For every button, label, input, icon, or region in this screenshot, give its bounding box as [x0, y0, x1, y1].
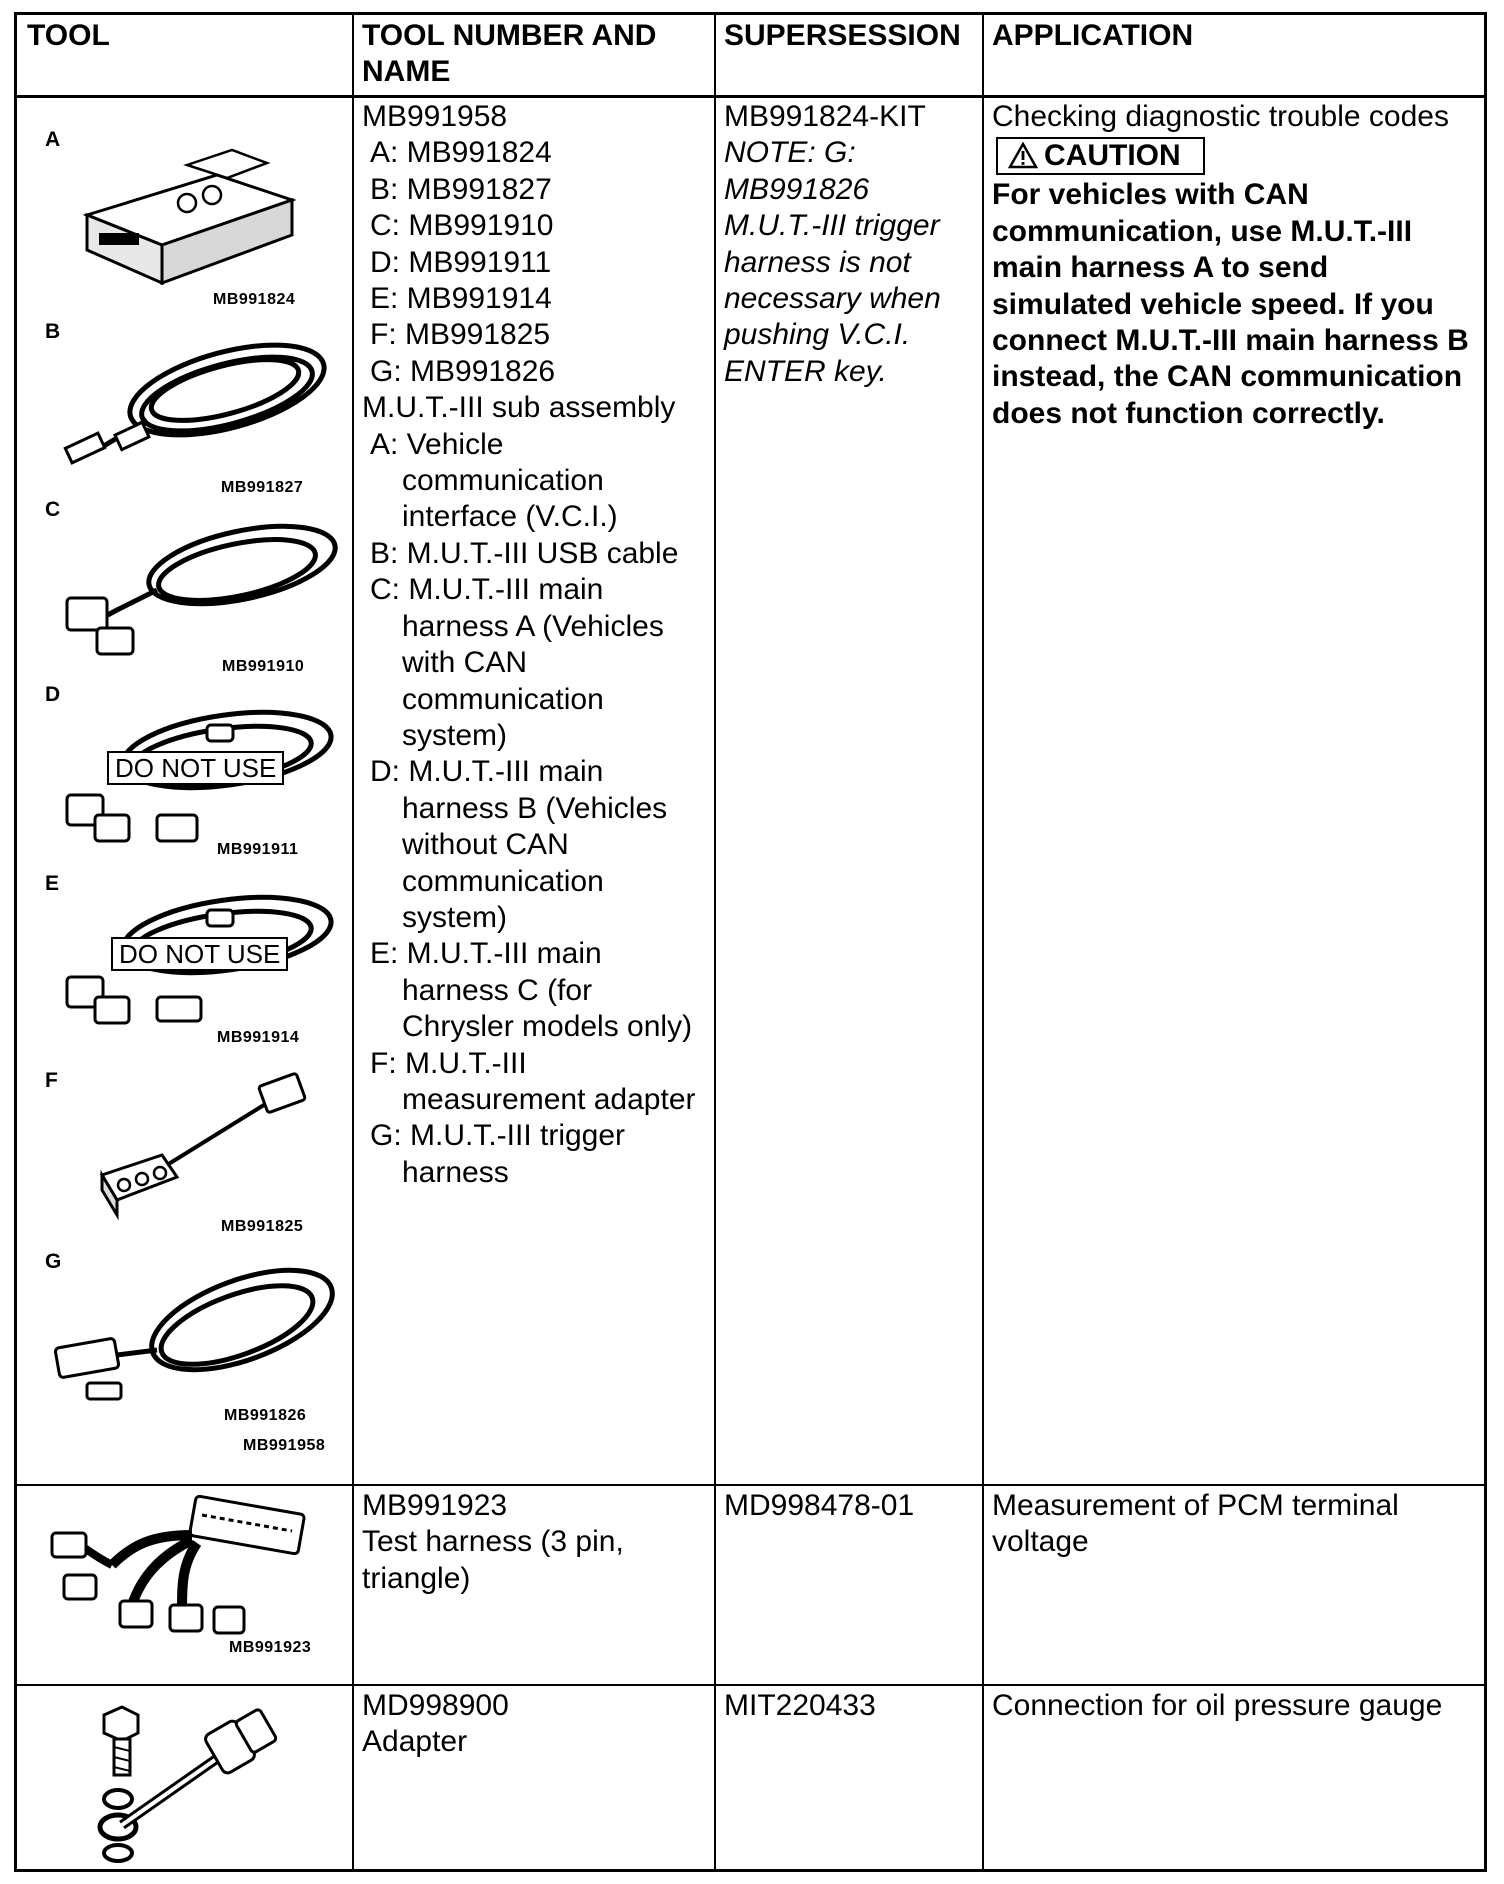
component-name-line: interface (V.C.I.) [402, 500, 618, 534]
tool-number: MD998900 [362, 1689, 509, 1722]
application-text: Measurement of PCM terminal [992, 1489, 1399, 1522]
application-mut3 [992, 99, 1469, 432]
component-name-line: Chrysler models only) [402, 1010, 693, 1044]
application-adapter [992, 1688, 1442, 1724]
tool-item-letter: G [45, 1250, 62, 1273]
vci-unit-icon [67, 145, 307, 295]
note-line: NOTE: G: [724, 136, 856, 170]
supersession-mut3 [724, 99, 941, 390]
component-line: C: MB991910 [370, 209, 554, 243]
tool-item-part: MB991910 [222, 658, 305, 675]
header-divider [17, 95, 1484, 98]
caution-line: connect M.U.T.-III main harness B [992, 324, 1469, 358]
caution-line: main harness A to send [992, 251, 1329, 285]
main-harness-a-icon [57, 510, 347, 660]
adapter-icon [82, 1695, 302, 1865]
application-text: Connection for oil pressure gauge [992, 1689, 1443, 1722]
usb-cable-icon [57, 330, 337, 470]
tool-item-letter: B [45, 320, 61, 343]
component-name-line: communication [402, 864, 604, 898]
component-name-line: harness [402, 1155, 509, 1189]
tool-name-line: Adapter [362, 1725, 468, 1759]
tool-item-letter: E [45, 872, 60, 895]
note-line: harness is not [724, 245, 911, 279]
tool-item-letter: C [45, 498, 61, 521]
do-not-use-label: DO NOT USE [107, 751, 284, 785]
component-name-line: without CAN [402, 828, 569, 862]
component-name-line: D: M.U.T.-III main [370, 755, 604, 789]
tool-item-part: MB991825 [221, 1218, 304, 1235]
component-line: D: MB991911 [370, 245, 552, 279]
header-supersession: SUPERSESSION [724, 19, 961, 52]
caution-box [996, 137, 1205, 175]
component-name-line: B: M.U.T.-III USB cable [370, 536, 679, 570]
supersession-adapter [724, 1688, 876, 1724]
component-line: E: MB991914 [370, 282, 552, 316]
supersession-test-harness [724, 1488, 914, 1524]
application-test-harness [992, 1488, 1399, 1561]
caution-line: instead, the CAN communication [992, 360, 1463, 394]
row-divider [17, 1684, 1484, 1686]
component-line: F: MB991825 [370, 318, 551, 352]
header-application: APPLICATION [992, 19, 1194, 52]
component-name-line: F: M.U.T.-III [370, 1046, 527, 1080]
column-divider [982, 15, 984, 1869]
application-text: voltage [992, 1525, 1089, 1559]
tool-item-part: MB991824 [213, 291, 296, 308]
component-name-line: with CAN [402, 646, 528, 680]
special-tools-table [14, 12, 1487, 1872]
component-name-line: measurement adapter [402, 1082, 696, 1116]
component-name-line: system) [402, 718, 507, 752]
tool-name-line: triangle) [362, 1561, 471, 1595]
caution-line: simulated vehicle speed. If you [992, 287, 1434, 321]
tool-name-line: Test harness (3 pin, [362, 1525, 624, 1559]
header-tool-number-line: TOOL NUMBER AND [362, 19, 657, 52]
note-line: M.U.T.-III trigger [724, 209, 940, 243]
do-not-use-label: DO NOT USE [111, 937, 288, 971]
component-name-line: A: Vehicle [370, 427, 504, 461]
tool-item-part: MB991827 [221, 479, 304, 496]
tool-item-part: MB991923 [229, 1639, 312, 1656]
warning-triangle-icon [1008, 142, 1038, 169]
header-tool-number-line: NAME [362, 55, 451, 88]
assembly-part: MB991958 [243, 1437, 326, 1454]
component-line: A: MB991824 [370, 136, 552, 170]
header-tool-number [362, 18, 656, 90]
tool-name: M.U.T.-III sub assembly [362, 391, 676, 425]
tool-item-letter: F [45, 1069, 58, 1092]
tool-number-adapter [362, 1688, 509, 1761]
component-name-line: harness A (Vehicles [402, 609, 664, 643]
header-tool: TOOL [27, 19, 110, 52]
note-line: MB991826 [724, 172, 870, 206]
component-name-line: G: M.U.T.-III trigger [370, 1119, 626, 1153]
supersession-number: MB991824-KIT [724, 100, 926, 133]
tool-item-part: MB991911 [217, 841, 299, 858]
component-name-line: communication [402, 682, 604, 716]
caution-line: For vehicles with CAN [992, 178, 1309, 212]
component-line: B: MB991827 [370, 172, 552, 206]
tool-number: MB991923 [362, 1489, 508, 1522]
supersession-number: MIT220433 [724, 1689, 876, 1722]
tool-item-part: MB991914 [217, 1029, 300, 1046]
note-line: pushing V.C.I. [724, 318, 911, 352]
note-line: necessary when [724, 282, 941, 316]
component-name-line: communication [402, 464, 604, 498]
tool-number-test-harness [362, 1488, 624, 1597]
component-name-line: harness B (Vehicles [402, 791, 668, 825]
trigger-harness-icon [47, 1255, 347, 1405]
row-divider [17, 1484, 1484, 1486]
measurement-adapter-icon [62, 1065, 332, 1225]
tool-item-letter: D [45, 683, 61, 706]
application-text: Checking diagnostic trouble codes [992, 100, 1449, 133]
caution-line: communication, use M.U.T.-III [992, 214, 1413, 248]
tool-number: MB991958 [362, 100, 508, 133]
column-divider [352, 15, 354, 1869]
component-line: G: MB991826 [370, 354, 556, 388]
note-line: ENTER key. [724, 354, 887, 388]
tool-number-list-mut3 [362, 99, 696, 1191]
component-name-line: harness C (for [402, 973, 593, 1007]
column-divider [714, 15, 716, 1869]
component-name-line: system) [402, 900, 507, 934]
caution-line: does not function correctly. [992, 396, 1385, 430]
component-name-line: C: M.U.T.-III main [370, 573, 604, 607]
tool-item-part: MB991826 [224, 1407, 307, 1424]
component-name-line: E: M.U.T.-III main [370, 937, 602, 971]
supersession-number: MD998478-01 [724, 1489, 915, 1522]
test-harness-icon [42, 1495, 312, 1645]
tool-item-letter: A [45, 128, 61, 151]
caution-label: CAUTION [1044, 139, 1181, 173]
